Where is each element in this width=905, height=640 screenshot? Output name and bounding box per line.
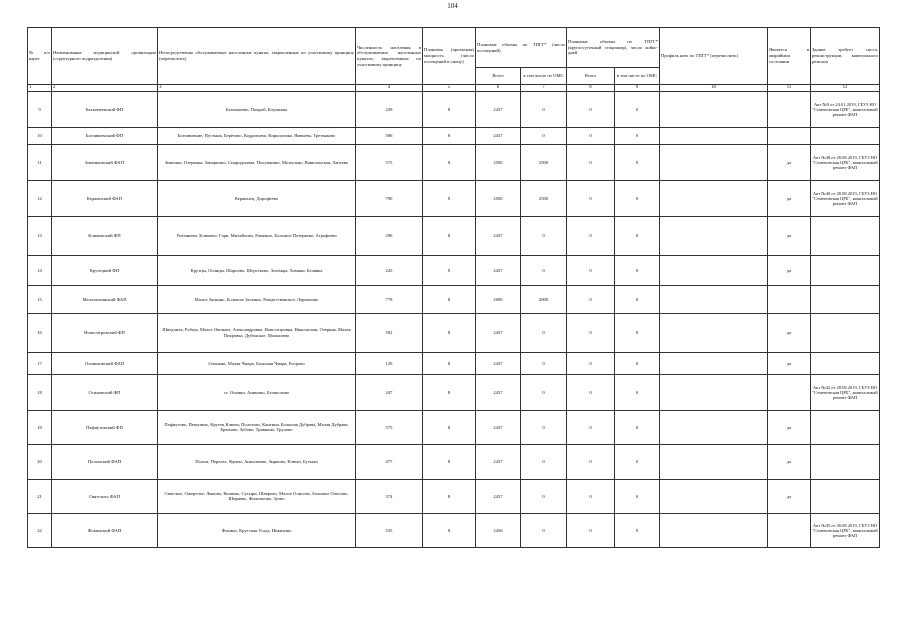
visits-oms: 0: [521, 479, 567, 513]
table-row: [28, 180, 880, 216]
capacity: 8: [423, 444, 476, 479]
org-name: Малозаскинский ФАП: [52, 285, 158, 313]
day-total: 0: [567, 144, 615, 180]
emergency-flag: да: [768, 479, 811, 513]
visits-total: 2437: [476, 410, 521, 444]
population: 575: [356, 144, 423, 180]
capacity: 8: [423, 374, 476, 410]
org-name: Бахмачеевский ФП: [52, 91, 158, 127]
bed-profile: [660, 513, 768, 547]
table-row: [28, 374, 880, 410]
table-row: [28, 144, 880, 180]
capacity: 8: [423, 144, 476, 180]
emergency-flag: да: [768, 444, 811, 479]
header-plan-day: Плановые объемы по ТПГГ* (круглосуточный стационар), число койко-дней: [567, 28, 660, 68]
org-name: Новоситровский ФП: [52, 313, 158, 352]
bed-profile: [660, 91, 768, 127]
visits-oms: 2000: [521, 285, 567, 313]
row-number: 20: [28, 444, 52, 479]
emergency-flag: да: [768, 313, 811, 352]
capacity: 8: [423, 216, 476, 255]
settlements: Святское, Ожерелье, Лыково, Кошино, Сутыри, Шаврово, Малое Олисово, Большое Олисово, Ширяево, Филиппово, Зуево: [158, 479, 356, 513]
table-row: [28, 127, 880, 144]
org-name: Зименковский ФАП: [52, 144, 158, 180]
org-name: Крутецкий ФП: [52, 255, 158, 285]
population: 535: [356, 513, 423, 547]
col-number: 4: [356, 85, 423, 92]
day-total: 0: [567, 444, 615, 479]
population: 374: [356, 479, 423, 513]
repair-note: [811, 255, 880, 285]
col-number: 9: [615, 85, 660, 92]
col-number: 10: [660, 85, 768, 92]
population: 790: [356, 180, 423, 216]
visits-total: 2437: [476, 127, 521, 144]
visits-oms: 0: [521, 352, 567, 374]
settlements: Унтеннево, Климово, Гари, Михайлово, Раменно, Большое Потеряево, Агрофеево: [158, 216, 356, 255]
population: 243: [356, 255, 423, 285]
header-repair: Здание требует сноса, реконструкции, капитального ремонта: [811, 28, 880, 85]
org-name: Олоньковский ФАП: [52, 352, 158, 374]
population: 502: [356, 313, 423, 352]
settlements: Шведчиха, Рубцы, Малое Овсяное, Александровка, Новоситровка, Никольская, Озерная, Малая Покровка, Дубенское, Малышево: [158, 313, 356, 352]
row-number: 14: [28, 255, 52, 285]
table-row: [28, 255, 880, 285]
population: 229: [356, 91, 423, 127]
day-total: 0: [567, 91, 615, 127]
repair-note: [811, 127, 880, 144]
day-oms: 0: [615, 513, 660, 547]
visits-oms: 0: [521, 216, 567, 255]
header-capacity: Плановая (проектная) мощность (число посещений в смену): [423, 28, 476, 85]
header-population: Численность населения в обслуживаемых населенных пунктах, закрепленных по участковому принципу: [356, 28, 423, 85]
emergency-flag: да: [768, 410, 811, 444]
visits-oms: 0: [521, 255, 567, 285]
col-number: 7: [521, 85, 567, 92]
visits-total: 2437: [476, 255, 521, 285]
day-total: 0: [567, 352, 615, 374]
day-oms: 0: [615, 374, 660, 410]
row-number: 15: [28, 285, 52, 313]
population: 247: [356, 374, 423, 410]
bed-profile: [660, 127, 768, 144]
table-row: [28, 216, 880, 255]
row-number: 10: [28, 127, 52, 144]
day-total: 0: [567, 255, 615, 285]
repair-note: Акт №9 от 24.01.2019, ГБУЗ НО "Семеновская ЦРБ", капитальный ремонт ФАП: [811, 91, 880, 127]
visits-total: 2437: [476, 479, 521, 513]
settlements: Олоньки, Малая Чмара, Большая Чмара, Егорово: [158, 352, 356, 374]
table-row: [28, 410, 880, 444]
row-number: 12: [28, 180, 52, 216]
row-number: 11: [28, 144, 52, 180]
column-numbers-row: [28, 85, 880, 92]
row-number: 19: [28, 410, 52, 444]
col-number: 11: [768, 85, 811, 92]
day-oms: 0: [615, 352, 660, 374]
org-name: Святского ФАП: [52, 479, 158, 513]
day-total: 0: [567, 374, 615, 410]
bed-profile: [660, 410, 768, 444]
header-day-oms: в том числе по ОМС: [615, 68, 660, 85]
row-number: 18: [28, 374, 52, 410]
org-name: Поломский ФАП: [52, 444, 158, 479]
repair-note: Акт №45 от 30.08.2019, ГБУЗ НО "Семеновская ЦРБ", капитальный ремонт ФАП: [811, 513, 880, 547]
repair-note: Акт №40 от 28.08.2019, ГБУЗ НО "Семеновская ЦРБ", капитальный ремонт ФАП: [811, 180, 880, 216]
row-number: 21: [28, 479, 52, 513]
org-name: Фокинский ФАП: [52, 513, 158, 547]
repair-note: [811, 444, 880, 479]
emergency-flag: [768, 127, 811, 144]
row-number: 22: [28, 513, 52, 547]
col-number: 8: [567, 85, 615, 92]
day-oms: 0: [615, 479, 660, 513]
capacity: 8: [423, 255, 476, 285]
emergency-flag: [768, 513, 811, 547]
repair-note: [811, 313, 880, 352]
population: 778: [356, 285, 423, 313]
day-oms: 0: [615, 91, 660, 127]
emergency-flag: да: [768, 180, 811, 216]
bed-profile: [660, 352, 768, 374]
capacity: 8: [423, 313, 476, 352]
visits-oms: 2500: [521, 180, 567, 216]
visits-oms: 0: [521, 374, 567, 410]
settlements: Пафнутово, Пекунино, Крутец Ключи, Полозово, Кантина, Большая Дубрава, Малая Дубрава, Брюхово, Зубово, Травкино, Трухово: [158, 410, 356, 444]
visits-total: 2437: [476, 374, 521, 410]
table-row: [28, 313, 880, 352]
day-oms: 0: [615, 285, 660, 313]
header-day-total: Всего: [567, 68, 615, 85]
settlements: Малое Заскино, Большое Заскино, Рождественское, Ларионово: [158, 285, 356, 313]
repair-note: [811, 285, 880, 313]
visits-total: 2437: [476, 352, 521, 374]
repair-note: [811, 352, 880, 374]
table-row: [28, 352, 880, 374]
bed-profile: [660, 180, 768, 216]
row-number: 9: [28, 91, 52, 127]
day-total: 0: [567, 127, 615, 144]
visits-total: 2437: [476, 313, 521, 352]
population: 129: [356, 352, 423, 374]
emergency-flag: да: [768, 216, 811, 255]
header-visits-oms: в том числе по ОМС: [521, 68, 567, 85]
bed-profile: [660, 444, 768, 479]
population: 575: [356, 410, 423, 444]
capacity: 8: [423, 127, 476, 144]
visits-oms: 0: [521, 444, 567, 479]
visits-total: 2437: [476, 216, 521, 255]
visits-total: 2000: [476, 285, 521, 313]
col-number: 3: [158, 85, 356, 92]
day-oms: 0: [615, 216, 660, 255]
header-settlements: Непосредственно обслуживаемые населенные пункты, закрепленные по участковому принципу (перечислить): [158, 28, 356, 85]
visits-total: 2437: [476, 91, 521, 127]
population: 586: [356, 127, 423, 144]
day-oms: 0: [615, 127, 660, 144]
row-number: 13: [28, 216, 52, 255]
table-row: [28, 285, 880, 313]
day-total: 0: [567, 313, 615, 352]
visits-oms: 0: [521, 410, 567, 444]
org-name: Керженский ФАП: [52, 180, 158, 216]
settlements: ст. Осинки, Аникино, Безносково: [158, 374, 356, 410]
emergency-flag: [768, 374, 811, 410]
capacity: 8: [423, 91, 476, 127]
header-num: № п/п карте: [28, 28, 52, 85]
table-row: [28, 444, 880, 479]
population: 296: [356, 216, 423, 255]
capacity: 8: [423, 352, 476, 374]
table-row: [28, 513, 880, 547]
settlements: Зименки, Озерянка, Заморкино, Спиридонова, Полушкино, Мотыльно, Вавилонская, Лаптево: [158, 144, 356, 180]
visits-total: 2456: [476, 513, 521, 547]
col-number: 5: [423, 85, 476, 92]
table-row: [28, 91, 880, 127]
table-row: [28, 479, 880, 513]
day-oms: 0: [615, 144, 660, 180]
col-number: 2: [52, 85, 158, 92]
header-plan-visits: Плановые объемы по ТПГГ* (число посещений): [476, 28, 567, 68]
visits-oms: 0: [521, 313, 567, 352]
day-oms: 0: [615, 180, 660, 216]
settlements: Полом, Перелаз, Ядовы, Анисимово, Зырково, Ключи, Бутыли: [158, 444, 356, 479]
row-number: 17: [28, 352, 52, 374]
day-total: 0: [567, 513, 615, 547]
day-total: 0: [567, 285, 615, 313]
emergency-flag: да: [768, 144, 811, 180]
facilities-table: [27, 27, 880, 548]
org-name: Богоявленский ФП: [52, 127, 158, 144]
header-visits-total: Всего: [476, 68, 521, 85]
visits-total: 2437: [476, 444, 521, 479]
repair-note: [811, 410, 880, 444]
day-total: 0: [567, 180, 615, 216]
row-number: 16: [28, 313, 52, 352]
visits-oms: 0: [521, 513, 567, 547]
capacity: 8: [423, 513, 476, 547]
day-total: 0: [567, 410, 615, 444]
emergency-flag: да: [768, 352, 811, 374]
capacity: 8: [423, 285, 476, 313]
col-number: 12: [811, 85, 880, 92]
visits-total: 2500: [476, 180, 521, 216]
settlements: Крутцы, Осинцы, Шарпово, Шерстково, Зеленцы, Хомяки, Белявка: [158, 255, 356, 285]
settlements: Фокино, Крутская Усадь, Никитино: [158, 513, 356, 547]
capacity: 8: [423, 479, 476, 513]
bed-profile: [660, 374, 768, 410]
emergency-flag: [768, 285, 811, 313]
day-oms: 0: [615, 444, 660, 479]
population: 477: [356, 444, 423, 479]
settlements: Богоявление, Пустынь, Берёзово, Кодратьево, Кирилловка, Яменево, Третьяково: [158, 127, 356, 144]
settlements: Керженец, Дорофеево: [158, 180, 356, 216]
emergency-flag: [768, 91, 811, 127]
header-emergency: Является в аварийном состоянии: [768, 28, 811, 85]
day-total: 0: [567, 479, 615, 513]
day-total: 0: [567, 216, 615, 255]
bed-profile: [660, 479, 768, 513]
header-profile: Профиль коек по ТПГГ* (перечислить): [660, 28, 768, 85]
header-org: Наименование медицинской организации (структурного подразделения): [52, 28, 158, 85]
visits-total: 2500: [476, 144, 521, 180]
visits-oms: 0: [521, 91, 567, 127]
visits-oms: 2500: [521, 144, 567, 180]
bed-profile: [660, 255, 768, 285]
day-oms: 0: [615, 313, 660, 352]
org-name: Климовский ФП: [52, 216, 158, 255]
day-oms: 0: [615, 255, 660, 285]
capacity: 8: [423, 180, 476, 216]
visits-oms: 0: [521, 127, 567, 144]
day-oms: 0: [615, 410, 660, 444]
settlements: Бахмачеево, Покрой, Клушины: [158, 91, 356, 127]
repair-note: Акт №48 от 28.08.2019, ГБУЗ НО "Семеновская ЦРБ", капитальный ремонт ФАП: [811, 144, 880, 180]
col-number: 1: [28, 85, 52, 92]
page-number: 104: [447, 2, 458, 10]
bed-profile: [660, 144, 768, 180]
col-number: 6: [476, 85, 521, 92]
repair-note: Акт №42 от 28.08.2019, ГБУЗ НО "Семеновская ЦРБ", капитальный ремонт ФАП: [811, 374, 880, 410]
bed-profile: [660, 216, 768, 255]
bed-profile: [660, 285, 768, 313]
capacity: 8: [423, 410, 476, 444]
repair-note: [811, 216, 880, 255]
repair-note: [811, 479, 880, 513]
bed-profile: [660, 313, 768, 352]
emergency-flag: да: [768, 255, 811, 285]
org-name: Осиновский ФП: [52, 374, 158, 410]
org-name: Пафнутовский ФП: [52, 410, 158, 444]
